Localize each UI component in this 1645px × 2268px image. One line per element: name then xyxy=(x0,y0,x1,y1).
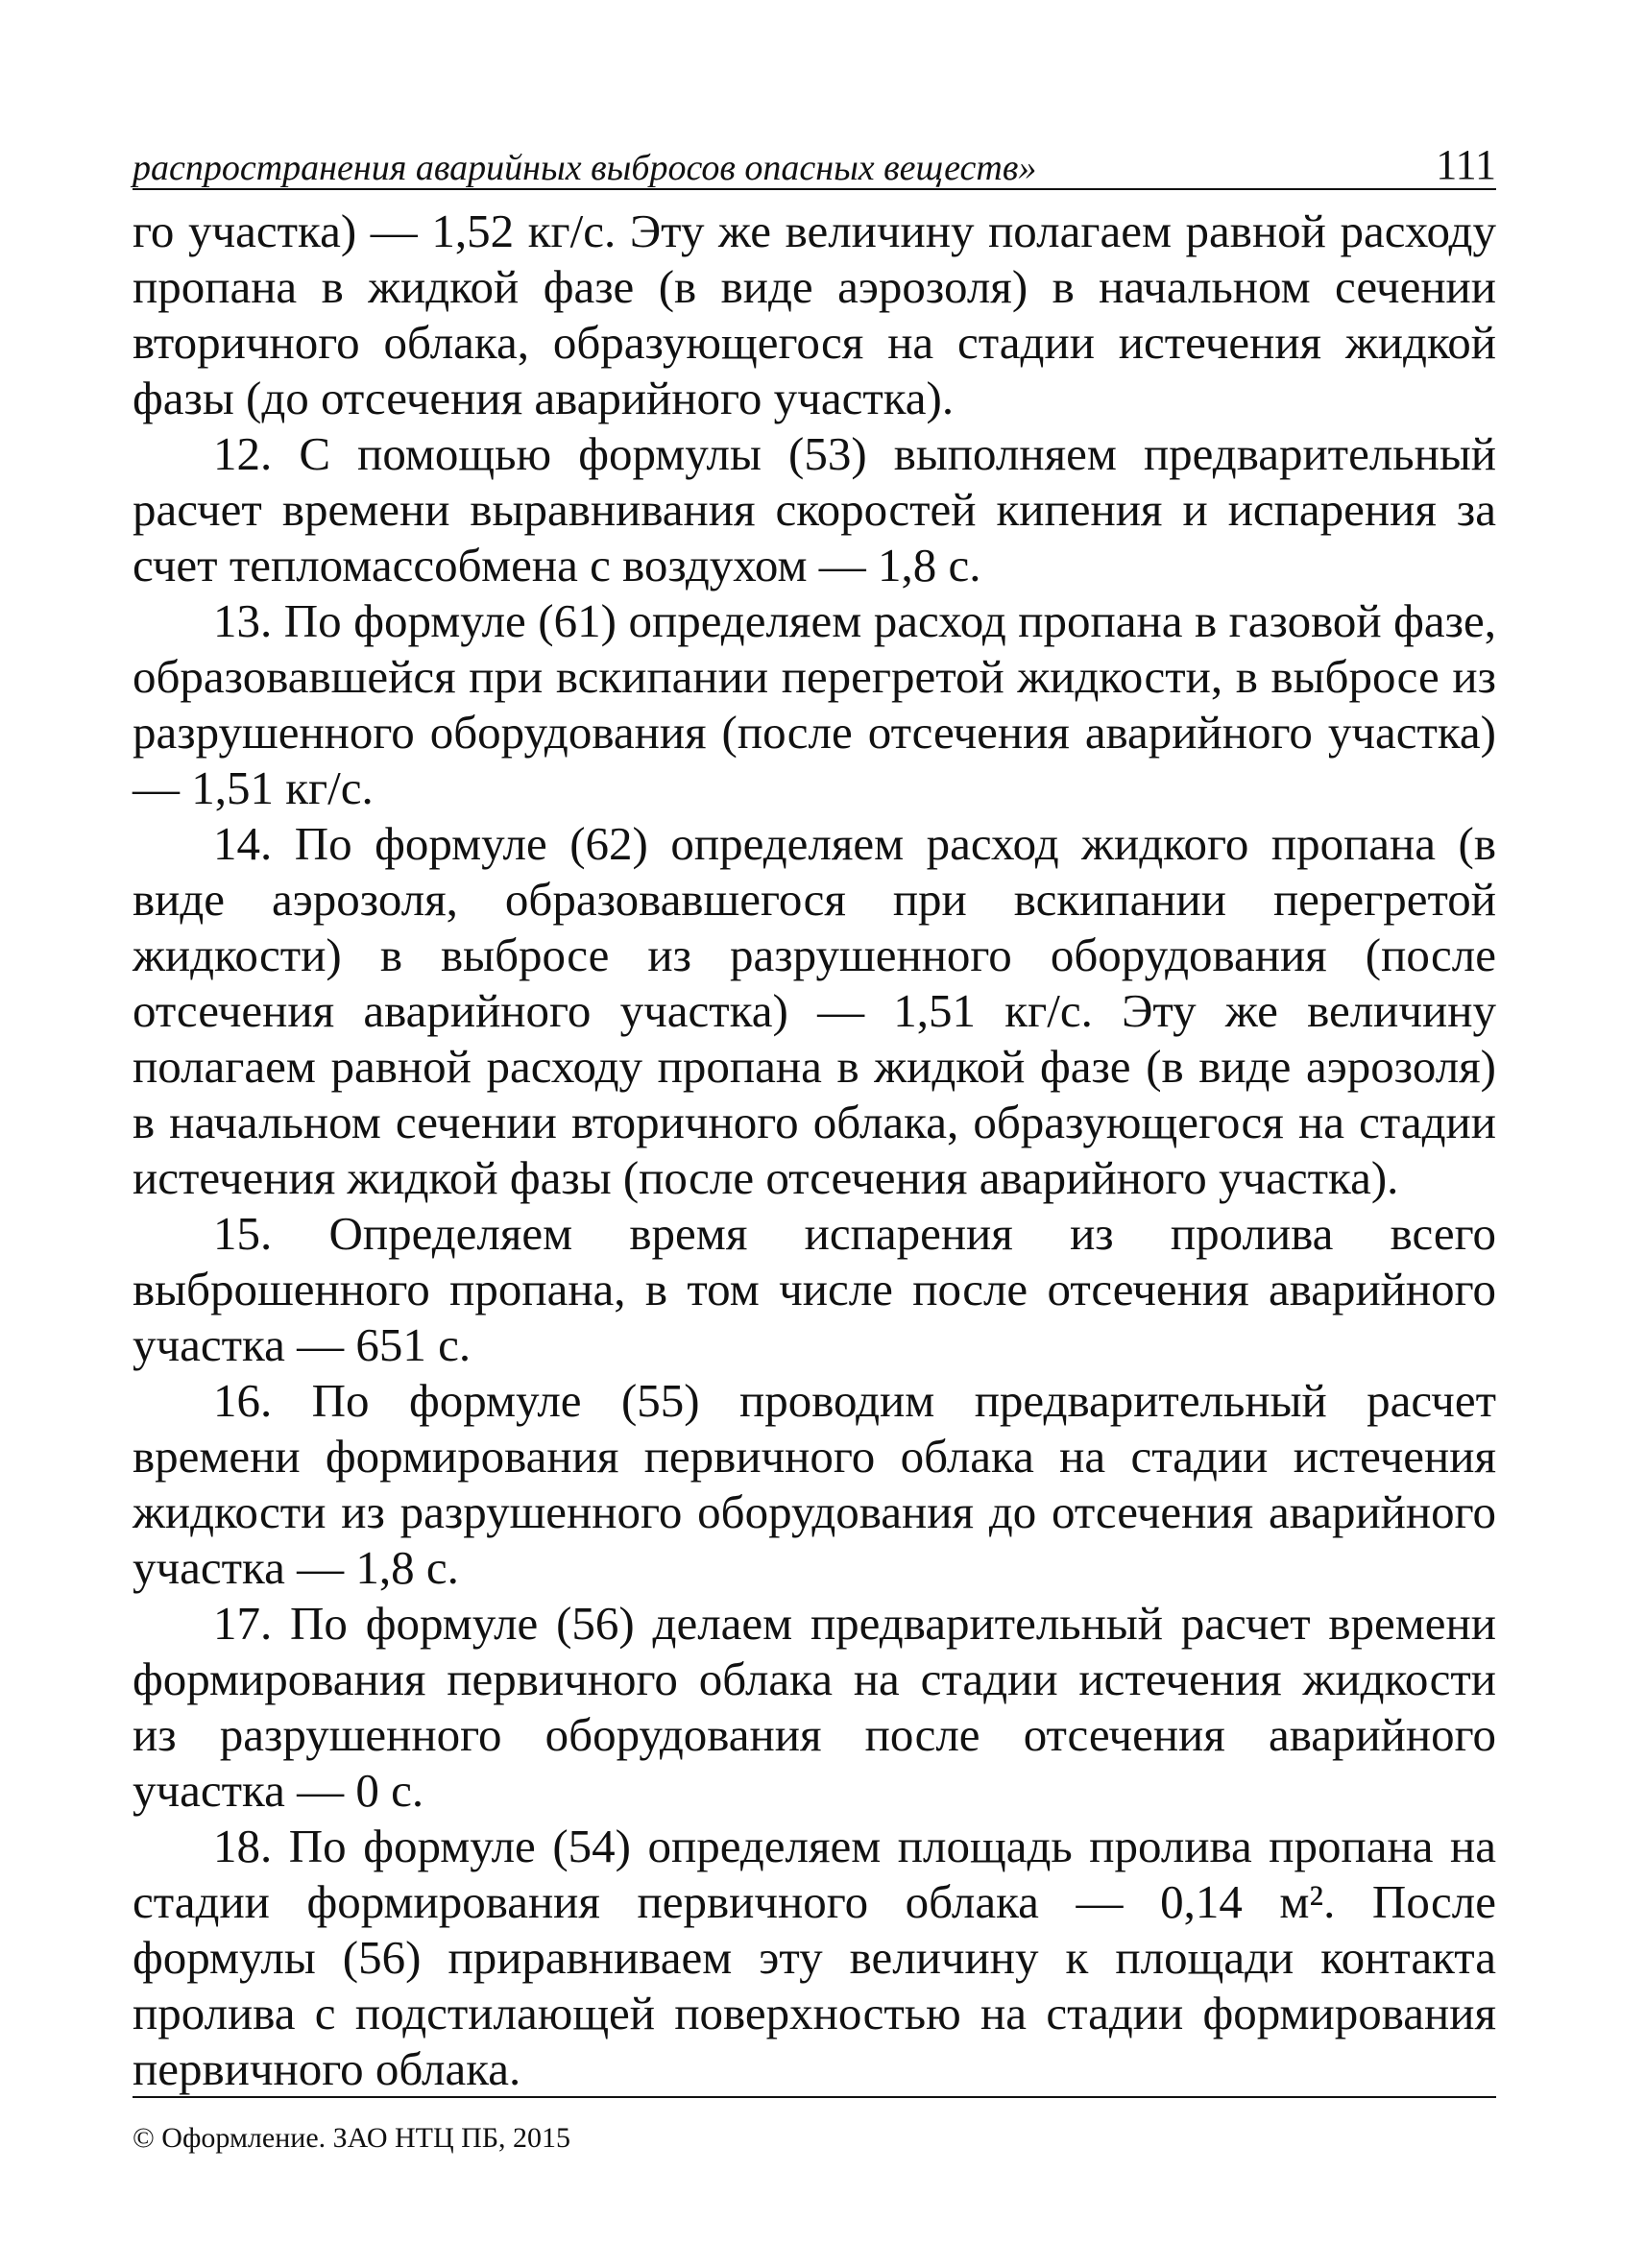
paragraph-14: 14. По формуле (62) определяем расход жидкого пропана (в виде аэрозоля, образовавшегося при вскипании перегретой жидкости) в выбросе из разрушенного оборудования (после отсечения аварийного участка) — 1,51 кг/с. Эту же величину полагаем равной расходу пропана в жидкой фазе (в виде аэрозоля) в начальном сечении вторичного облака, образующегося на стадии истечения жидкой фазы (после отсечения аварийного участка). xyxy=(133,817,1496,1204)
running-header xyxy=(133,140,1496,189)
paragraph-18: 18. По формуле (54) определяем площадь пролива пропана на стадии формирования первичного облака — 0,14 м². После формулы (56) приравниваем эту величину к площади контакта пролива с подстилающей поверхностью на стадии формирования первичного облака. xyxy=(133,1820,1496,2095)
paragraph-continued: го участка) — 1,52 кг/с. Эту же величину полагаем равной расходу пропана в жидкой фазе (в виде аэрозоля) в начальном сечении вторичного облака, образующегося на стадии истечения жидкой фазы (до отсечения аварийного участка). xyxy=(133,205,1496,424)
page-number: 111 xyxy=(1436,141,1496,188)
paragraph-12: 12. С помощью формулы (53) выполняем предварительный расчет времени выравнивания скоростей кипения и испарения за счет тепломассобмена с воздухом — 1,8 с. xyxy=(133,427,1496,591)
footer-rule xyxy=(133,2096,1496,2098)
paragraph-13: 13. По формуле (61) определяем расход пропана в газовой фазе, образовавшейся при вскипании перегретой жидкости, в выбросе из разрушенного оборудования (после отсечения аварийного участка) — 1,51 кг/с. xyxy=(133,594,1496,814)
body-text xyxy=(133,204,1496,2097)
header-title: распространения аварийных выбросов опасных веществ» xyxy=(133,148,1037,188)
paragraph-17: 17. По формуле (56) делаем предварительный расчет времени формирования первичного облака на стадии истечения жидкости из разрушенного оборудования после отсечения аварийного участка — 0 с. xyxy=(133,1597,1496,1817)
paragraph-16: 16. По формуле (55) проводим предварительный расчет времени формирования первичного облака на стадии истечения жидкости из разрушенного оборудования до отсечения аварийного участка — 1,8 с. xyxy=(133,1374,1496,1594)
paragraph-15: 15. Определяем время испарения из пролива всего выброшенного пропана, в том числе после отсечения аварийного участка — 651 с. xyxy=(133,1207,1496,1371)
footer-copyright: © Оформление. ЗАО НТЦ ПБ, 2015 xyxy=(133,2122,571,2154)
header-rule xyxy=(133,188,1496,190)
